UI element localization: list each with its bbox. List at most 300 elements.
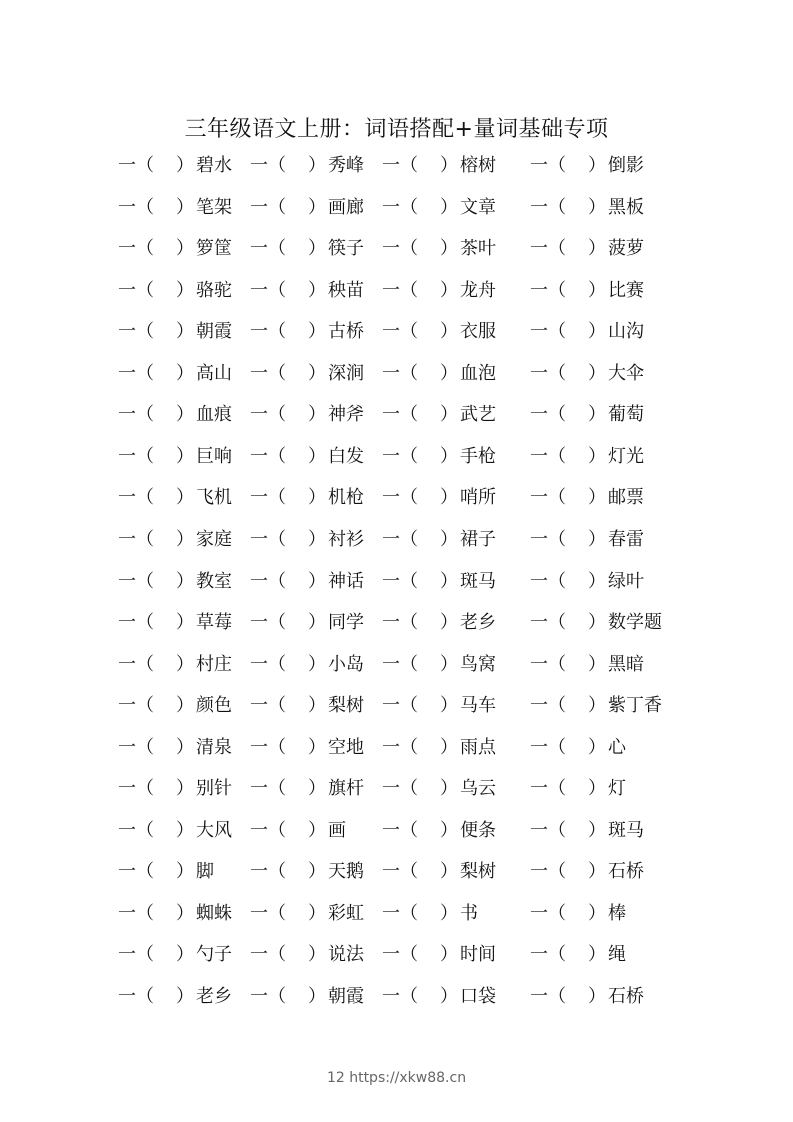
open-paren: （ xyxy=(136,902,154,924)
word: 春雷 xyxy=(608,528,644,550)
close-paren: ） xyxy=(176,196,194,218)
dash: 一 xyxy=(118,819,136,841)
dash: 一 xyxy=(530,861,548,883)
close-paren: ） xyxy=(440,902,458,924)
open-paren: （ xyxy=(548,612,566,634)
dash: 一 xyxy=(250,404,268,426)
dash: 一 xyxy=(118,653,136,675)
close-paren: ） xyxy=(588,196,606,218)
word: 神话 xyxy=(328,570,364,592)
dash: 一 xyxy=(382,445,400,467)
exercise-item xyxy=(382,691,496,717)
word: 筷子 xyxy=(328,238,364,260)
open-paren: （ xyxy=(548,778,566,800)
word: 大伞 xyxy=(608,362,644,384)
dash: 一 xyxy=(382,362,400,384)
exercise-item xyxy=(382,608,496,634)
close-paren: ） xyxy=(440,528,458,550)
exercise-row xyxy=(0,650,793,680)
open-paren: （ xyxy=(268,819,286,841)
page-footer: 12 https://xkw88.cn xyxy=(326,1070,467,1086)
exercise-item xyxy=(530,151,644,177)
dash: 一 xyxy=(118,445,136,467)
word: 骆驼 xyxy=(196,279,232,301)
exercise-row xyxy=(0,899,793,929)
word: 数学题 xyxy=(608,612,662,634)
exercise-item xyxy=(118,193,232,219)
open-paren: （ xyxy=(548,695,566,717)
open-paren: （ xyxy=(268,986,286,1007)
word: 老乡 xyxy=(460,612,496,634)
exercise-item xyxy=(118,774,232,800)
exercise-item xyxy=(118,982,232,1008)
open-paren: （ xyxy=(268,279,286,301)
open-paren: （ xyxy=(268,944,286,966)
close-paren: ） xyxy=(440,487,458,509)
word: 棒 xyxy=(608,902,626,924)
close-paren: ） xyxy=(588,487,606,509)
word: 石桥 xyxy=(608,861,644,883)
close-paren: ） xyxy=(176,570,194,592)
close-paren: ） xyxy=(176,902,194,924)
exercise-row xyxy=(0,940,793,970)
close-paren: ） xyxy=(588,279,606,301)
open-paren: （ xyxy=(548,902,566,924)
word: 手枪 xyxy=(460,445,496,467)
word: 榕树 xyxy=(460,155,496,176)
word: 灯光 xyxy=(608,445,644,467)
exercise-item xyxy=(382,234,496,260)
open-paren: （ xyxy=(548,155,566,176)
dash: 一 xyxy=(530,819,548,841)
dash: 一 xyxy=(250,321,268,343)
close-paren: ） xyxy=(308,736,326,758)
close-paren: ） xyxy=(308,778,326,800)
open-paren: （ xyxy=(268,321,286,343)
close-paren: ） xyxy=(308,944,326,966)
close-paren: ） xyxy=(176,362,194,384)
exercise-item xyxy=(382,650,496,676)
exercise-item xyxy=(250,193,364,219)
word: 裙子 xyxy=(460,528,496,550)
dash: 一 xyxy=(530,736,548,758)
close-paren: ） xyxy=(176,321,194,343)
dash: 一 xyxy=(118,321,136,343)
close-paren: ） xyxy=(440,944,458,966)
word: 教室 xyxy=(196,570,232,592)
exercise-item xyxy=(382,899,478,925)
dash: 一 xyxy=(118,695,136,717)
dash: 一 xyxy=(382,196,400,218)
open-paren: （ xyxy=(548,404,566,426)
dash: 一 xyxy=(382,695,400,717)
close-paren: ） xyxy=(308,404,326,426)
close-paren: ） xyxy=(176,528,194,550)
close-paren: ） xyxy=(588,238,606,260)
close-paren: ） xyxy=(588,321,606,343)
exercise-item xyxy=(250,982,364,1008)
word: 颜色 xyxy=(196,695,232,717)
open-paren: （ xyxy=(136,653,154,675)
dash: 一 xyxy=(382,986,400,1007)
word: 天鹅 xyxy=(328,861,364,883)
word: 斑马 xyxy=(608,819,644,841)
word: 哨所 xyxy=(460,487,496,509)
dash: 一 xyxy=(530,321,548,343)
open-paren: （ xyxy=(268,612,286,634)
dash: 一 xyxy=(382,778,400,800)
dash: 一 xyxy=(250,778,268,800)
open-paren: （ xyxy=(400,238,418,260)
exercise-item xyxy=(250,774,364,800)
exercise-item xyxy=(250,691,364,717)
dash: 一 xyxy=(382,736,400,758)
close-paren: ） xyxy=(588,944,606,966)
word: 别针 xyxy=(196,778,232,800)
dash: 一 xyxy=(530,362,548,384)
word: 梨树 xyxy=(460,861,496,883)
dash: 一 xyxy=(250,695,268,717)
word: 空地 xyxy=(328,736,364,758)
dash: 一 xyxy=(118,778,136,800)
exercise-item xyxy=(118,442,232,468)
word: 神斧 xyxy=(328,404,364,426)
exercise-row xyxy=(0,400,793,430)
dash: 一 xyxy=(250,861,268,883)
word: 绿叶 xyxy=(608,570,644,592)
exercise-item xyxy=(382,442,496,468)
dash: 一 xyxy=(382,944,400,966)
close-paren: ） xyxy=(588,861,606,883)
close-paren: ） xyxy=(588,986,606,1007)
open-paren: （ xyxy=(268,487,286,509)
open-paren: （ xyxy=(400,445,418,467)
dash: 一 xyxy=(250,528,268,550)
exercise-item xyxy=(530,567,644,593)
word: 比赛 xyxy=(608,279,644,301)
close-paren: ） xyxy=(308,570,326,592)
exercise-item xyxy=(118,899,232,925)
open-paren: （ xyxy=(400,362,418,384)
close-paren: ） xyxy=(176,404,194,426)
open-paren: （ xyxy=(136,528,154,550)
exercise-row xyxy=(0,816,793,846)
close-paren: ） xyxy=(588,362,606,384)
close-paren: ） xyxy=(308,362,326,384)
word: 旗杆 xyxy=(328,778,364,800)
exercise-item xyxy=(118,733,232,759)
open-paren: （ xyxy=(136,736,154,758)
close-paren: ） xyxy=(308,196,326,218)
close-paren: ） xyxy=(176,487,194,509)
close-paren: ） xyxy=(588,778,606,800)
exercise-item xyxy=(382,940,496,966)
word: 口袋 xyxy=(460,986,496,1007)
exercise-item xyxy=(250,857,364,883)
open-paren: （ xyxy=(548,819,566,841)
word: 老乡 xyxy=(196,986,232,1007)
close-paren: ） xyxy=(588,612,606,634)
word: 飞机 xyxy=(196,487,232,509)
open-paren: （ xyxy=(400,736,418,758)
exercise-item xyxy=(118,525,232,551)
open-paren: （ xyxy=(136,487,154,509)
open-paren: （ xyxy=(400,653,418,675)
dash: 一 xyxy=(382,321,400,343)
word: 勺子 xyxy=(196,944,232,966)
exercise-item xyxy=(250,608,364,634)
open-paren: （ xyxy=(136,778,154,800)
word: 时间 xyxy=(460,944,496,966)
close-paren: ） xyxy=(588,653,606,675)
exercise-row xyxy=(0,857,793,887)
exercise-item xyxy=(250,816,346,842)
close-paren: ） xyxy=(176,155,194,176)
exercise-item xyxy=(118,816,232,842)
word: 武艺 xyxy=(460,404,496,426)
exercise-item xyxy=(530,483,644,509)
word: 衬衫 xyxy=(328,528,364,550)
exercise-row xyxy=(0,359,793,389)
close-paren: ） xyxy=(440,986,458,1007)
open-paren: （ xyxy=(400,570,418,592)
dash: 一 xyxy=(118,196,136,218)
exercise-item xyxy=(118,359,232,385)
close-paren: ） xyxy=(588,902,606,924)
exercise-item xyxy=(250,400,364,426)
open-paren: （ xyxy=(268,902,286,924)
open-paren: （ xyxy=(136,196,154,218)
close-paren: ） xyxy=(308,445,326,467)
word: 心 xyxy=(608,736,626,758)
open-paren: （ xyxy=(548,445,566,467)
exercise-item xyxy=(118,691,232,717)
dash: 一 xyxy=(118,736,136,758)
exercise-item xyxy=(118,151,232,177)
exercise-item xyxy=(530,733,626,759)
word: 鸟窝 xyxy=(460,653,496,675)
exercise-row xyxy=(0,234,793,264)
word: 邮票 xyxy=(608,487,644,509)
dash: 一 xyxy=(382,155,400,176)
close-paren: ） xyxy=(588,570,606,592)
exercise-item xyxy=(250,940,364,966)
exercise-item xyxy=(382,483,496,509)
open-paren: （ xyxy=(268,404,286,426)
dash: 一 xyxy=(382,612,400,634)
exercise-item xyxy=(530,857,644,883)
word: 血泡 xyxy=(460,362,496,384)
word: 乌云 xyxy=(460,778,496,800)
word: 朝霞 xyxy=(328,986,364,1007)
close-paren: ） xyxy=(440,736,458,758)
close-paren: ） xyxy=(440,362,458,384)
open-paren: （ xyxy=(268,778,286,800)
exercise-item xyxy=(382,151,496,177)
word: 蜘蛛 xyxy=(196,902,232,924)
word: 彩虹 xyxy=(328,902,364,924)
open-paren: （ xyxy=(548,861,566,883)
dash: 一 xyxy=(382,238,400,260)
dash: 一 xyxy=(382,861,400,883)
exercise-row xyxy=(0,151,793,181)
dash: 一 xyxy=(530,944,548,966)
close-paren: ） xyxy=(440,695,458,717)
open-paren: （ xyxy=(268,653,286,675)
close-paren: ） xyxy=(176,861,194,883)
close-paren: ） xyxy=(176,944,194,966)
open-paren: （ xyxy=(548,528,566,550)
dash: 一 xyxy=(530,778,548,800)
open-paren: （ xyxy=(268,695,286,717)
exercise-item xyxy=(250,234,364,260)
dash: 一 xyxy=(530,653,548,675)
open-paren: （ xyxy=(548,362,566,384)
word: 脚 xyxy=(196,861,214,883)
open-paren: （ xyxy=(400,819,418,841)
close-paren: ） xyxy=(308,861,326,883)
open-paren: （ xyxy=(400,861,418,883)
dash: 一 xyxy=(118,612,136,634)
open-paren: （ xyxy=(400,944,418,966)
exercise-row xyxy=(0,525,793,555)
exercise-item xyxy=(530,816,644,842)
dash: 一 xyxy=(530,196,548,218)
close-paren: ） xyxy=(440,321,458,343)
dash: 一 xyxy=(118,944,136,966)
dash: 一 xyxy=(118,570,136,592)
exercise-item xyxy=(250,899,364,925)
exercise-item xyxy=(250,442,364,468)
dash: 一 xyxy=(250,944,268,966)
word: 斑马 xyxy=(460,570,496,592)
word: 大风 xyxy=(196,819,232,841)
open-paren: （ xyxy=(548,986,566,1007)
word: 梨树 xyxy=(328,695,364,717)
dash: 一 xyxy=(530,404,548,426)
close-paren: ） xyxy=(588,528,606,550)
dash: 一 xyxy=(530,612,548,634)
close-paren: ） xyxy=(588,695,606,717)
exercise-item xyxy=(530,774,626,800)
exercise-item xyxy=(530,525,644,551)
open-paren: （ xyxy=(548,238,566,260)
dash: 一 xyxy=(250,155,268,176)
open-paren: （ xyxy=(136,321,154,343)
dash: 一 xyxy=(250,445,268,467)
open-paren: （ xyxy=(400,404,418,426)
exercise-item xyxy=(250,317,364,343)
dash: 一 xyxy=(118,238,136,260)
open-paren: （ xyxy=(400,321,418,343)
open-paren: （ xyxy=(268,362,286,384)
page-title: 三年级语文上册：词语搭配+量词基础专项 xyxy=(184,117,609,142)
open-paren: （ xyxy=(548,570,566,592)
open-paren: （ xyxy=(136,445,154,467)
exercise-item xyxy=(250,733,364,759)
exercise-item xyxy=(118,483,232,509)
close-paren: ） xyxy=(440,819,458,841)
exercise-item xyxy=(118,234,232,260)
exercise-item xyxy=(530,899,626,925)
dash: 一 xyxy=(250,238,268,260)
exercise-item xyxy=(382,816,496,842)
word: 小岛 xyxy=(328,653,364,675)
close-paren: ） xyxy=(308,986,326,1007)
word: 黑暗 xyxy=(608,653,644,675)
close-paren: ） xyxy=(440,570,458,592)
dash: 一 xyxy=(250,902,268,924)
open-paren: （ xyxy=(268,528,286,550)
close-paren: ） xyxy=(308,695,326,717)
open-paren: （ xyxy=(268,155,286,176)
exercise-item xyxy=(530,982,644,1008)
word: 白发 xyxy=(328,445,364,467)
exercise-row xyxy=(0,733,793,763)
word: 黑板 xyxy=(608,196,644,218)
open-paren: （ xyxy=(268,570,286,592)
dash: 一 xyxy=(118,902,136,924)
close-paren: ） xyxy=(588,819,606,841)
word: 深涧 xyxy=(328,362,364,384)
open-paren: （ xyxy=(268,736,286,758)
exercise-item xyxy=(382,982,496,1008)
open-paren: （ xyxy=(136,404,154,426)
exercise-item xyxy=(250,151,364,177)
dash: 一 xyxy=(530,902,548,924)
close-paren: ） xyxy=(440,653,458,675)
close-paren: ） xyxy=(176,653,194,675)
exercise-item xyxy=(382,525,496,551)
open-paren: （ xyxy=(268,196,286,218)
close-paren: ） xyxy=(176,736,194,758)
exercise-item xyxy=(118,608,232,634)
close-paren: ） xyxy=(588,736,606,758)
close-paren: ） xyxy=(588,404,606,426)
open-paren: （ xyxy=(400,986,418,1007)
dash: 一 xyxy=(250,819,268,841)
close-paren: ） xyxy=(440,861,458,883)
dash: 一 xyxy=(118,487,136,509)
dash: 一 xyxy=(250,612,268,634)
exercise-item xyxy=(530,608,662,634)
open-paren: （ xyxy=(400,196,418,218)
word: 茶叶 xyxy=(460,238,496,260)
open-paren: （ xyxy=(400,528,418,550)
dash: 一 xyxy=(118,404,136,426)
word: 菠萝 xyxy=(608,238,644,260)
word: 画 xyxy=(328,819,346,841)
exercise-item xyxy=(118,400,232,426)
word: 倒影 xyxy=(608,155,644,176)
open-paren: （ xyxy=(548,321,566,343)
word: 机枪 xyxy=(328,487,364,509)
open-paren: （ xyxy=(548,279,566,301)
word: 衣服 xyxy=(460,321,496,343)
open-paren: （ xyxy=(136,944,154,966)
exercise-item xyxy=(118,650,232,676)
exercise-item xyxy=(250,567,364,593)
word: 书 xyxy=(460,902,478,924)
dash: 一 xyxy=(530,528,548,550)
open-paren: （ xyxy=(400,778,418,800)
dash: 一 xyxy=(250,196,268,218)
dash: 一 xyxy=(250,487,268,509)
close-paren: ） xyxy=(308,653,326,675)
open-paren: （ xyxy=(136,986,154,1007)
dash: 一 xyxy=(250,362,268,384)
dash: 一 xyxy=(530,487,548,509)
